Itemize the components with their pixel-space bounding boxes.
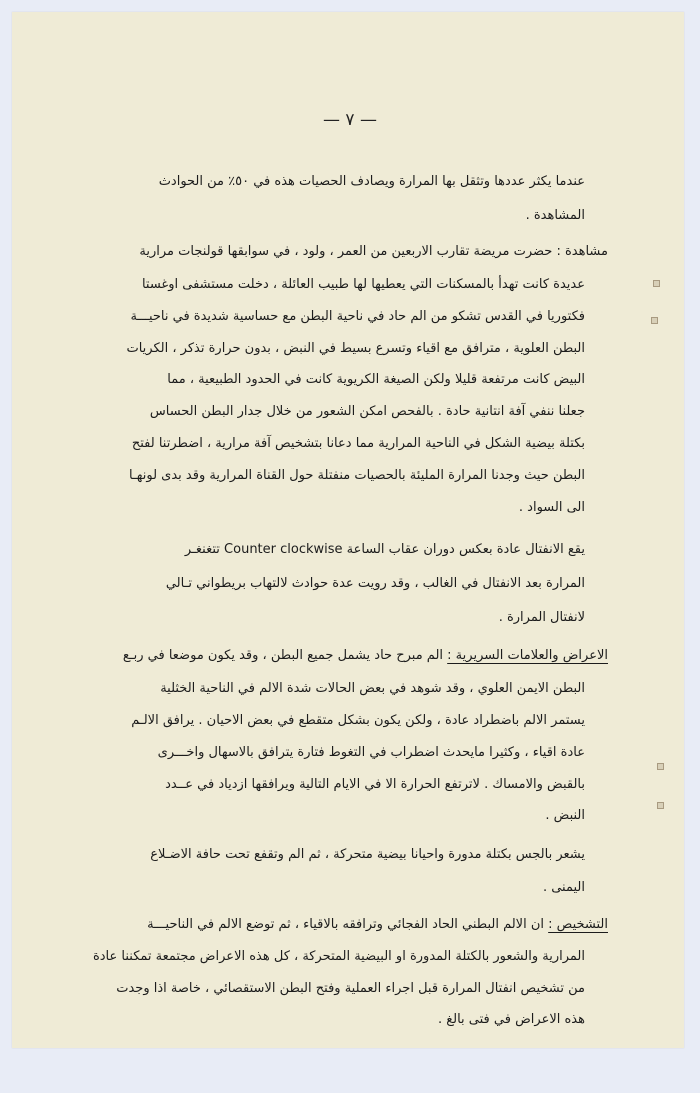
text-line: عندما يكثر عددها وتثقل بها المرارة ويصادف الحصيات هذه في ٥٠٪ من الحوادث: [158, 174, 585, 189]
text-line: بالقبض والامساك . لاترتفع الحرارة الا في الايام التالية ويرافقها ازدياد في عــدد: [165, 777, 585, 792]
punch-hole: [651, 317, 658, 324]
page-number: — ٧ —: [323, 110, 377, 130]
section-label-observation: مشاهدة :: [556, 244, 608, 259]
punch-hole: [657, 763, 664, 770]
text-line: اليمنى .: [542, 880, 585, 895]
text-line: لانفتال المرارة .: [498, 610, 585, 625]
section-label-diagnosis: التشخيص :: [548, 917, 608, 932]
text-line: المرارية والشعور بالكتلة المدورة او البيضية المتحركة ، كل هذه الاعراض مجتمعة تمكننا عادة: [92, 949, 585, 964]
text-line: هذه الاعراض في فتى بالغ .: [437, 1012, 585, 1027]
punch-hole: [653, 280, 660, 287]
text-line: جعلنا ننفي آفة انتانية حادة . بالفحص امكن الشعور من خلال جدار البطن الحساس: [149, 404, 585, 419]
text-line: عادة اقياء ، وكثيرا مايحدث اضطراب في التغوط فتارة يترافق بالاسهال واخـــرى: [157, 745, 585, 760]
text-line: بكتلة بيضية الشكل في الناحية المرارية مما دعانا بتشخيص آفة مرارية ، اضطرتنا لفتح: [131, 436, 585, 451]
section-label-symptoms: الاعراض والعلامات السريرية :: [447, 648, 608, 663]
text-line: المرارة بعد الانفتال في الغالب ، وقد رويت عدة حوادث لالتهاب بريطواني تـالي: [165, 576, 585, 591]
text-line: يستمر الالم باضطراد عادة ، ولكن يكون بشكل متقطع في بعض الاحيان . يرافق الالـم: [131, 713, 585, 728]
diagnosis-line: التشخيص : ان الالم البطني الحاد الفجائي وترافقه بالاقياء ، ثم توضع الالم في الناحيـــة: [147, 917, 608, 932]
text-line: يقع الانفتال عادة بعكس دوران عقاب الساعة Counter clockwise تتغنغـر: [184, 542, 585, 557]
punch-hole: [657, 802, 664, 809]
text-line: من تشخيص انفتال المرارة قبل اجراء العملية وفتح البطن الاستقصائي ، خاصة اذا وجدت: [116, 981, 585, 996]
text-line: البيض كانت مرتفعة قليلا ولكن الصيغة الكريوية كانت في الحدود الطبيعية ، مما: [167, 372, 585, 387]
text-line: عديدة كانت تهدأ بالمسكنات التي يعطيها لها طبيب العائلة ، دخلت مستشفى اوغستا: [141, 277, 585, 292]
text-line: البطن الايمن العلوي ، وقد شوهد في بعض الحالات شدة الالم في الناحية الخثلية: [160, 681, 585, 696]
case-observation-line: مشاهدة : حضرت مريضة تقارب الاربعين من العمر ، ولود ، في سوابقها قولنجات مرارية: [139, 244, 608, 259]
text-line: الى السواد .: [518, 500, 585, 515]
text-line: البطن العلوية ، مترافق مع اقياء وتسرع بسيط في النبض ، بدون حرارة تذكر ، الكريات: [126, 341, 585, 356]
text-line: فكتوريا في القدس تشكو من الم حاد في ناحية البطن مع حساسية شديدة في ناحيـــة: [130, 309, 585, 324]
text-line: النبض .: [545, 808, 585, 823]
text-line: المشاهدة .: [525, 208, 585, 223]
text-line: يشعر بالجس بكتلة مدورة واحيانا بيضية متحركة ، ثم الم وتقفع تحت حافة الاضـلاع: [150, 847, 585, 862]
symptoms-line: الاعراض والعلامات السريرية : الم مبرح حاد يشمل جميع البطن ، وقد يكون موضعا في ربـع: [122, 648, 608, 663]
text-line: البطن حيث وجدنا المرارة المليئة بالحصيات منفتلة حول القناة المرارية وقد بدى لونهـا: [128, 468, 585, 483]
